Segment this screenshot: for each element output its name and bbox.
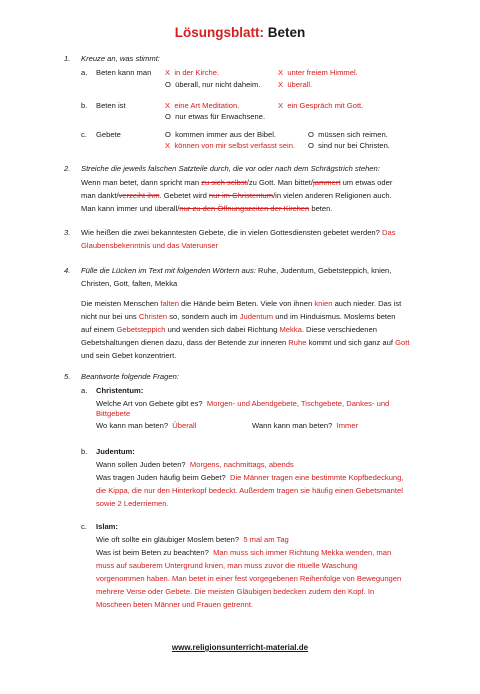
text-segment: beten.	[309, 204, 333, 213]
q1b-letter: b.	[81, 101, 88, 110]
q5c-line1	[96, 535, 289, 545]
filled-word: falten	[160, 299, 179, 308]
instruction-text: Fülle die Lücken im Text mit folgenden Wörtern aus:	[81, 266, 256, 275]
q4-line1	[81, 299, 401, 309]
text-segment: Die meisten Menschen	[81, 299, 161, 308]
checked-mark: X	[278, 80, 284, 89]
option-text: kommen immer aus der Bibel.	[175, 130, 277, 139]
q1a-opt4	[278, 80, 312, 90]
question-text: Wann kann man beten?	[252, 421, 333, 430]
q4-line4	[81, 338, 409, 348]
unchecked-mark: O	[165, 112, 171, 121]
unchecked-mark: O	[308, 141, 314, 150]
unchecked-mark: O	[165, 80, 171, 89]
q5c-letter: c.	[81, 522, 87, 531]
option-text: überall, nur nicht daheim.	[175, 80, 261, 89]
text-segment: Wenn man betet, dann spricht man	[81, 178, 202, 187]
q5a-line3b	[252, 421, 358, 431]
struck-text: nur im Christentum	[208, 191, 274, 200]
text-segment: auf einem	[81, 325, 117, 334]
filled-word: Judentum	[239, 312, 274, 321]
text-segment: die Hände beim Beten. Viele von ihnen	[178, 299, 315, 308]
q5-number: 5.	[64, 372, 71, 381]
answer-text: Die Männer tragen eine bestimmte Kopfbedeckung,	[229, 473, 404, 482]
text-segment: um etwas oder	[340, 178, 393, 187]
q5b-line3: die Kippa, die nur den Hinterkopf bedeckt. Außerdem tragen sie häufig einen Gebetsmantel	[96, 486, 403, 495]
unchecked-mark: O	[308, 130, 314, 139]
q4-prompt-line2: Christen, Gott, falten, Mekka	[81, 279, 178, 288]
q5b-letter: b.	[81, 447, 88, 456]
answer-text: Morgens, nachmittags, abends	[189, 460, 294, 469]
answer-text: Man muss sich immer Richtung Mekka wenden, man	[213, 548, 392, 557]
option-text: sind nur bei Christen.	[318, 141, 390, 150]
q2-number: 2.	[64, 164, 71, 173]
text-segment: und im Hinduismus. Moslems beten	[273, 312, 396, 321]
q1c-letter: c.	[81, 130, 87, 139]
text-segment: /zu Gott. Man bittet/	[246, 178, 314, 187]
answer-text: Immer	[336, 421, 359, 430]
q5c-line3: muss auf sauberem Untergrund knien, man muss zuvor die rituelle Waschung	[96, 561, 358, 570]
q5a-line1	[96, 399, 389, 409]
answer-text: Morgen- und Abendgebete, Tischgebete, Dankes- und	[206, 399, 390, 408]
q1a-opt3	[165, 80, 260, 90]
q5b-heading: Judentum:	[96, 447, 135, 456]
filled-word: Christen	[138, 312, 168, 321]
q3-number: 3.	[64, 228, 71, 237]
q1a-letter: a.	[81, 68, 88, 77]
title-prefix: Lösungsblatt:	[174, 25, 264, 40]
q1c-opt1	[165, 130, 276, 140]
checked-mark: X	[278, 101, 284, 110]
q5c-line5: mehrere Verse oder Gebete. Die meisten Gläubigen bedecken zudem den Kopf. In	[96, 587, 375, 596]
struck-text: jammert	[313, 178, 341, 187]
q5c-line6: Moscheen beten Männer und Frauen getrennt.	[96, 600, 254, 609]
filled-word: Gebetsteppich	[116, 325, 166, 334]
q4-line3	[81, 325, 377, 335]
answer-text: Das	[382, 228, 396, 237]
q5a-heading: Christentum:	[96, 386, 144, 395]
text-segment: Gebetshaltungen dienen dazu, dass der Betende zur inneren	[81, 338, 289, 347]
text-segment: kommt und sich ganz auf	[306, 338, 396, 347]
option-text: nur etwas für Erwachsene.	[175, 112, 266, 121]
text-segment: man dankt/	[81, 191, 119, 200]
question-text: Wie heißen die zwei bekanntesten Gebete, die in vielen Gottesdiensten gebetet werden?	[81, 228, 380, 237]
checked-mark: X	[165, 68, 171, 77]
question-text: Wo kann man beten?	[96, 421, 169, 430]
q1a-opt2	[278, 68, 358, 78]
q2-prompt: Streiche die jeweils falschen Satzteile durch, die vor oder nach dem Schrägstrich stehen:	[81, 164, 380, 173]
q4-prompt-line1	[81, 266, 391, 276]
q5-prompt: Beantworte folgende Fragen:	[81, 372, 179, 381]
option-text: überall.	[287, 80, 313, 89]
q1b-label: Beten ist	[96, 101, 126, 110]
q1c-opt3	[165, 141, 295, 151]
q2-line1	[81, 178, 392, 188]
q5c-line2	[96, 548, 391, 558]
q1-prompt: Kreuze an, was stimmt:	[81, 54, 160, 63]
text-segment: nicht nur bei uns	[81, 312, 139, 321]
question-text: Was tragen Juden häufig beim Gebet?	[96, 473, 226, 482]
q1-number: 1.	[64, 54, 71, 63]
filled-word: Ruhe	[288, 338, 307, 347]
text-segment: auch nieder. Das ist	[332, 299, 402, 308]
filled-word: Gott	[395, 338, 410, 347]
text-segment: und wenden sich dabei Richtung	[165, 325, 280, 334]
filled-word: Mekka	[279, 325, 302, 334]
q1b-opt1	[165, 101, 239, 111]
q1a-label: Beten kann man	[96, 68, 152, 77]
q4-line5: und sein Gebet konzentriert.	[81, 351, 177, 360]
option-text: ein Gespräch mit Gott.	[287, 101, 364, 110]
question-text: Wie oft sollte ein gläubiger Moslem beten?	[96, 535, 240, 544]
question-text: Was ist beim Beten zu beachten?	[96, 548, 209, 557]
text-segment: Man kann immer und überall/	[81, 204, 180, 213]
option-text: können von mir selbst verfasst sein.	[174, 141, 296, 150]
question-text: Wann sollen Juden beten?	[96, 460, 186, 469]
q1a-opt1	[165, 68, 219, 78]
unchecked-mark: O	[165, 130, 171, 139]
filled-word: knien	[314, 299, 333, 308]
page-title	[0, 25, 480, 40]
q5b-line1	[96, 460, 294, 470]
answer-text: Überall	[172, 421, 197, 430]
q1b-opt2	[278, 101, 363, 111]
q1c-opt4	[308, 141, 390, 151]
option-text: in der Kirche.	[174, 68, 220, 77]
q5c-line4: vorgenommen haben. Man betet in einer fest vorgegebenen Reihenfolge von Bewegungen	[96, 574, 402, 583]
q5b-line2	[96, 473, 403, 483]
q1b-opt3	[165, 112, 265, 122]
q5a-letter: a.	[81, 386, 88, 395]
title-word: Beten	[267, 25, 306, 40]
q3-line1	[81, 228, 396, 238]
answer-text: 5 mal am Tag	[243, 535, 289, 544]
struck-text: nur zu den Öffnungszeiten der Kirchen	[179, 204, 310, 213]
checked-mark: X	[278, 68, 284, 77]
heading-text: Christentum	[96, 386, 141, 395]
q4-line2	[81, 312, 396, 322]
text-segment: . Gebetet wird	[159, 191, 209, 200]
heading-text: Judentum	[96, 447, 133, 456]
q5a-line3	[96, 421, 196, 431]
q1c-opt2	[308, 130, 388, 140]
option-text: eine Art Meditation.	[174, 101, 240, 110]
word-list: Ruhe, Judentum, Gebetsteppich, knien,	[255, 266, 392, 275]
q3-answer: Glaubensbekenntnis und das Vaterunser	[81, 241, 219, 250]
heading-text: Islam	[96, 522, 116, 531]
struck-text: verzeiht ihm	[118, 191, 160, 200]
question-text: Welche Art von Gebete gibt es?	[96, 399, 203, 408]
q2-line2	[81, 191, 392, 201]
q2-line3	[81, 204, 332, 214]
option-text: unter freiem Himmel.	[287, 68, 358, 77]
text-segment: . Diese verschiedenen	[301, 325, 377, 334]
text-segment: /in vielen anderen Religionen auch.	[273, 191, 392, 200]
checked-mark: X	[165, 141, 171, 150]
q5b-line4: sowie 2 Lederriemen.	[96, 499, 169, 508]
footer-link[interactable]: www.religionsunterricht-material.de	[171, 643, 309, 652]
q4-number: 4.	[64, 266, 71, 275]
q1c-label: Gebete	[96, 130, 121, 139]
q5c-heading: Islam:	[96, 522, 118, 531]
option-text: müssen sich reimen.	[318, 130, 388, 139]
text-segment: so, sondern auch im	[167, 312, 240, 321]
struck-text: zu sich selbst	[201, 178, 247, 187]
checked-mark: X	[165, 101, 171, 110]
q5a-line2: Bittgebete	[96, 409, 131, 418]
